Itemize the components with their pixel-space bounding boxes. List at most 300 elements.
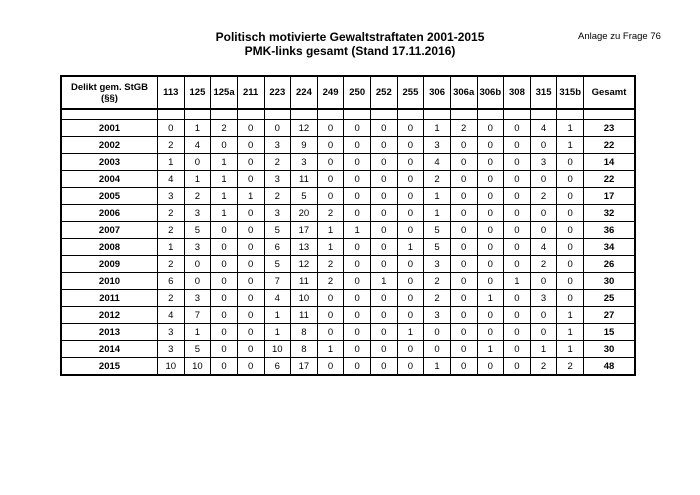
value-cell: 0: [477, 239, 504, 256]
value-cell: 0: [477, 205, 504, 222]
value-cell: 3: [424, 256, 451, 273]
separator-cell: [61, 109, 158, 120]
value-cell: 0: [504, 154, 531, 171]
table-row: [61, 188, 635, 205]
value-cell: 0: [317, 188, 344, 205]
value-cell: 9: [291, 137, 318, 154]
value-cell: 3: [184, 239, 211, 256]
total-cell: 48: [584, 358, 636, 376]
value-cell: 1: [424, 188, 451, 205]
year-cell: 2003: [61, 154, 158, 171]
value-cell: 2: [264, 188, 291, 205]
value-cell: 1: [158, 154, 185, 171]
table-row: [61, 154, 635, 171]
separator-cell: [424, 109, 451, 120]
separator-cell: [158, 109, 185, 120]
value-cell: 0: [557, 154, 584, 171]
year-cell: 2015: [61, 358, 158, 376]
year-cell: 2004: [61, 171, 158, 188]
value-cell: 1: [477, 290, 504, 307]
value-cell: 0: [450, 341, 477, 358]
value-cell: 0: [371, 154, 398, 171]
value-cell: 1: [211, 171, 238, 188]
value-cell: 2: [450, 120, 477, 137]
value-cell: 1: [344, 222, 371, 239]
separator-cell: [317, 109, 344, 120]
total-cell: 27: [584, 307, 636, 324]
value-cell: 0: [211, 273, 238, 290]
value-cell: 0: [557, 273, 584, 290]
value-cell: 2: [158, 205, 185, 222]
value-cell: 10: [158, 358, 185, 376]
column-header: 125: [184, 76, 211, 109]
value-cell: 0: [530, 222, 557, 239]
value-cell: 2: [424, 273, 451, 290]
value-cell: 5: [291, 188, 318, 205]
value-cell: 0: [450, 188, 477, 205]
column-header: 223: [264, 76, 291, 109]
value-cell: 4: [158, 307, 185, 324]
value-cell: 0: [477, 171, 504, 188]
value-cell: 0: [211, 341, 238, 358]
value-cell: 0: [504, 324, 531, 341]
title-line-2: PMK-links gesamt (Stand 17.11.2016): [244, 44, 456, 58]
value-cell: 0: [184, 273, 211, 290]
value-cell: 0: [504, 205, 531, 222]
value-cell: 2: [158, 256, 185, 273]
value-cell: 1: [317, 239, 344, 256]
value-cell: 5: [264, 256, 291, 273]
value-cell: 0: [397, 205, 424, 222]
value-cell: 1: [397, 324, 424, 341]
value-cell: 0: [450, 171, 477, 188]
value-cell: 0: [504, 307, 531, 324]
value-cell: 17: [291, 222, 318, 239]
value-cell: 0: [504, 358, 531, 376]
value-cell: 0: [344, 120, 371, 137]
value-cell: 0: [158, 120, 185, 137]
value-cell: 0: [211, 358, 238, 376]
value-cell: 0: [557, 171, 584, 188]
value-cell: 0: [397, 171, 424, 188]
value-cell: 0: [557, 239, 584, 256]
total-cell: 14: [584, 154, 636, 171]
value-cell: 0: [450, 290, 477, 307]
separator-cell: [557, 109, 584, 120]
value-cell: 0: [317, 307, 344, 324]
value-cell: 0: [371, 120, 398, 137]
value-cell: 0: [450, 239, 477, 256]
value-cell: 0: [237, 171, 264, 188]
value-cell: 0: [211, 307, 238, 324]
value-cell: 1: [317, 341, 344, 358]
value-cell: 6: [264, 239, 291, 256]
value-cell: 10: [291, 290, 318, 307]
separator-cell: [344, 109, 371, 120]
column-header: 252: [371, 76, 398, 109]
value-cell: 17: [291, 358, 318, 376]
value-cell: 1: [264, 324, 291, 341]
value-cell: 0: [450, 256, 477, 273]
value-cell: 0: [504, 341, 531, 358]
value-cell: 2: [158, 222, 185, 239]
column-header: 125a: [211, 76, 238, 109]
value-cell: 0: [237, 273, 264, 290]
value-cell: 0: [344, 341, 371, 358]
separator-row: [61, 109, 635, 120]
separator-cell: [371, 109, 398, 120]
table-row: [61, 273, 635, 290]
value-cell: 0: [344, 239, 371, 256]
year-cell: 2002: [61, 137, 158, 154]
table-row: [61, 290, 635, 307]
value-cell: 0: [450, 324, 477, 341]
value-cell: 2: [530, 188, 557, 205]
value-cell: 7: [184, 307, 211, 324]
table-row: [61, 205, 635, 222]
column-header: 255: [397, 76, 424, 109]
separator-cell: [504, 109, 531, 120]
total-header: Gesamt: [584, 76, 636, 109]
title-line-1: Politisch motivierte Gewaltstraftaten 2001-2015: [215, 30, 485, 44]
value-cell: 0: [237, 324, 264, 341]
value-cell: 5: [424, 239, 451, 256]
value-cell: 0: [557, 256, 584, 273]
value-cell: 6: [264, 358, 291, 376]
total-cell: 22: [584, 171, 636, 188]
value-cell: 5: [184, 341, 211, 358]
value-cell: 0: [237, 307, 264, 324]
value-cell: 0: [344, 154, 371, 171]
value-cell: 1: [504, 273, 531, 290]
value-cell: 2: [317, 205, 344, 222]
total-cell: 25: [584, 290, 636, 307]
value-cell: 4: [424, 154, 451, 171]
value-cell: 1: [211, 188, 238, 205]
value-cell: 3: [424, 137, 451, 154]
value-cell: 2: [211, 120, 238, 137]
value-cell: 2: [317, 273, 344, 290]
value-cell: 0: [530, 205, 557, 222]
value-cell: 4: [530, 239, 557, 256]
value-cell: 0: [371, 290, 398, 307]
value-cell: 3: [184, 205, 211, 222]
value-cell: 0: [371, 358, 398, 376]
value-cell: 0: [344, 307, 371, 324]
value-cell: 0: [344, 188, 371, 205]
separator-cell: [291, 109, 318, 120]
value-cell: 0: [504, 222, 531, 239]
value-cell: 0: [504, 256, 531, 273]
value-cell: 0: [211, 256, 238, 273]
value-cell: 2: [158, 290, 185, 307]
value-cell: 0: [237, 137, 264, 154]
value-cell: 0: [397, 256, 424, 273]
value-cell: 0: [344, 171, 371, 188]
value-cell: 0: [237, 358, 264, 376]
value-cell: 0: [371, 324, 398, 341]
value-cell: 1: [211, 154, 238, 171]
value-cell: 0: [397, 290, 424, 307]
value-cell: 0: [504, 290, 531, 307]
column-header: 315: [530, 76, 557, 109]
value-cell: 0: [450, 154, 477, 171]
value-cell: 0: [371, 239, 398, 256]
value-cell: 2: [530, 256, 557, 273]
value-cell: 6: [158, 273, 185, 290]
value-cell: 0: [184, 154, 211, 171]
value-cell: 0: [371, 256, 398, 273]
column-header: 306: [424, 76, 451, 109]
page-title: [0, 30, 700, 58]
value-cell: 0: [477, 222, 504, 239]
value-cell: 3: [530, 290, 557, 307]
value-cell: 0: [344, 358, 371, 376]
value-cell: 2: [317, 256, 344, 273]
column-header: 306b: [477, 76, 504, 109]
value-cell: 0: [237, 154, 264, 171]
value-cell: 3: [184, 290, 211, 307]
value-cell: 1: [557, 341, 584, 358]
value-cell: 0: [371, 137, 398, 154]
value-cell: 3: [158, 188, 185, 205]
value-cell: 0: [371, 307, 398, 324]
value-cell: 1: [371, 273, 398, 290]
value-cell: 0: [397, 154, 424, 171]
value-cell: 0: [450, 273, 477, 290]
year-cell: 2011: [61, 290, 158, 307]
total-cell: 26: [584, 256, 636, 273]
separator-cell: [264, 109, 291, 120]
value-cell: 0: [317, 358, 344, 376]
value-cell: 0: [424, 324, 451, 341]
value-cell: 0: [317, 154, 344, 171]
separator-cell: [211, 109, 238, 120]
value-cell: 0: [264, 120, 291, 137]
value-cell: 3: [158, 341, 185, 358]
value-cell: 0: [477, 273, 504, 290]
value-cell: 3: [264, 205, 291, 222]
value-cell: 0: [557, 222, 584, 239]
value-cell: 0: [344, 137, 371, 154]
column-header: 306a: [450, 76, 477, 109]
value-cell: 0: [477, 120, 504, 137]
value-cell: 10: [184, 358, 211, 376]
separator-cell: [184, 109, 211, 120]
total-cell: 32: [584, 205, 636, 222]
total-cell: 17: [584, 188, 636, 205]
value-cell: 0: [450, 222, 477, 239]
value-cell: 0: [344, 290, 371, 307]
value-cell: 1: [184, 324, 211, 341]
value-cell: 11: [291, 307, 318, 324]
value-cell: 1: [184, 120, 211, 137]
table-body: [61, 109, 635, 375]
value-cell: 0: [530, 171, 557, 188]
value-cell: 3: [530, 154, 557, 171]
value-cell: 0: [450, 205, 477, 222]
separator-cell: [397, 109, 424, 120]
value-cell: 0: [397, 222, 424, 239]
value-cell: 0: [557, 188, 584, 205]
value-cell: 0: [477, 358, 504, 376]
value-cell: 3: [158, 324, 185, 341]
total-cell: 15: [584, 324, 636, 341]
value-cell: 0: [397, 188, 424, 205]
value-cell: 5: [424, 222, 451, 239]
total-cell: 36: [584, 222, 636, 239]
value-cell: 20: [291, 205, 318, 222]
value-cell: 1: [317, 222, 344, 239]
year-cell: 2012: [61, 307, 158, 324]
value-cell: 2: [424, 171, 451, 188]
value-cell: 0: [211, 324, 238, 341]
value-cell: 0: [504, 239, 531, 256]
year-cell: 2010: [61, 273, 158, 290]
value-cell: 4: [264, 290, 291, 307]
table-row: [61, 307, 635, 324]
value-cell: 0: [344, 205, 371, 222]
value-cell: 1: [424, 205, 451, 222]
value-cell: 0: [371, 171, 398, 188]
value-cell: 0: [237, 120, 264, 137]
value-cell: 0: [237, 222, 264, 239]
value-cell: 1: [211, 205, 238, 222]
column-header: 250: [344, 76, 371, 109]
value-cell: 0: [450, 358, 477, 376]
value-cell: 0: [504, 171, 531, 188]
value-cell: 0: [317, 137, 344, 154]
separator-cell: [237, 109, 264, 120]
value-cell: 11: [291, 273, 318, 290]
total-cell: 22: [584, 137, 636, 154]
value-cell: 2: [184, 188, 211, 205]
separator-cell: [477, 109, 504, 120]
year-cell: 2013: [61, 324, 158, 341]
value-cell: 4: [184, 137, 211, 154]
total-cell: 30: [584, 273, 636, 290]
value-cell: 7: [264, 273, 291, 290]
value-cell: 0: [477, 307, 504, 324]
column-header: 224: [291, 76, 318, 109]
value-cell: 0: [237, 205, 264, 222]
column-header: 211: [237, 76, 264, 109]
value-cell: 0: [317, 324, 344, 341]
year-cell: 2014: [61, 341, 158, 358]
value-cell: 0: [504, 137, 531, 154]
value-cell: 0: [424, 341, 451, 358]
value-cell: 12: [291, 256, 318, 273]
table-row: [61, 341, 635, 358]
value-cell: 3: [424, 307, 451, 324]
table-row: [61, 358, 635, 376]
value-cell: 0: [371, 205, 398, 222]
value-cell: 1: [557, 324, 584, 341]
value-cell: 1: [184, 171, 211, 188]
value-cell: 2: [158, 137, 185, 154]
value-cell: 3: [264, 137, 291, 154]
value-cell: 1: [158, 239, 185, 256]
value-cell: 1: [237, 188, 264, 205]
value-cell: 0: [477, 154, 504, 171]
value-cell: 0: [450, 137, 477, 154]
value-cell: 0: [344, 256, 371, 273]
value-cell: 0: [211, 222, 238, 239]
value-cell: 5: [184, 222, 211, 239]
value-cell: 0: [397, 120, 424, 137]
value-cell: 0: [397, 307, 424, 324]
value-cell: 0: [477, 256, 504, 273]
value-cell: 0: [477, 188, 504, 205]
table-row: [61, 120, 635, 137]
value-cell: 11: [291, 171, 318, 188]
value-cell: 2: [530, 358, 557, 376]
value-cell: 0: [237, 341, 264, 358]
value-cell: 0: [371, 341, 398, 358]
value-cell: 3: [291, 154, 318, 171]
value-cell: 2: [424, 290, 451, 307]
value-cell: 12: [291, 120, 318, 137]
value-cell: 0: [530, 137, 557, 154]
total-cell: 23: [584, 120, 636, 137]
value-cell: 0: [397, 358, 424, 376]
statistics-table: [60, 75, 636, 376]
value-cell: 0: [211, 239, 238, 256]
value-cell: 0: [344, 324, 371, 341]
value-cell: 0: [504, 120, 531, 137]
value-cell: 0: [397, 273, 424, 290]
column-header: 113: [158, 76, 185, 109]
column-header: 315b: [557, 76, 584, 109]
table-header-row: [61, 76, 635, 109]
value-cell: 1: [557, 307, 584, 324]
value-cell: 0: [237, 290, 264, 307]
value-cell: 0: [317, 290, 344, 307]
value-cell: 10: [264, 341, 291, 358]
value-cell: 0: [530, 273, 557, 290]
value-cell: 8: [291, 341, 318, 358]
value-cell: 0: [317, 120, 344, 137]
value-cell: 2: [264, 154, 291, 171]
year-cell: 2008: [61, 239, 158, 256]
annex-label: Anlage zu Frage 76: [578, 31, 661, 42]
value-cell: 0: [477, 324, 504, 341]
value-cell: 0: [397, 137, 424, 154]
value-cell: 5: [264, 222, 291, 239]
table-row: [61, 324, 635, 341]
total-cell: 34: [584, 239, 636, 256]
value-cell: 4: [530, 120, 557, 137]
value-cell: 0: [397, 341, 424, 358]
table-row: [61, 137, 635, 154]
table-row: [61, 239, 635, 256]
year-cell: 2009: [61, 256, 158, 273]
value-cell: 1: [477, 341, 504, 358]
value-cell: 0: [211, 290, 238, 307]
value-cell: 0: [557, 290, 584, 307]
value-cell: 0: [530, 324, 557, 341]
year-cell: 2005: [61, 188, 158, 205]
total-cell: 30: [584, 341, 636, 358]
value-cell: 1: [424, 120, 451, 137]
separator-cell: [584, 109, 636, 120]
value-cell: 0: [371, 188, 398, 205]
value-cell: 0: [371, 222, 398, 239]
delikt-header: Delikt gem. StGB (§§): [61, 76, 158, 109]
value-cell: 13: [291, 239, 318, 256]
value-cell: 0: [184, 256, 211, 273]
separator-cell: [530, 109, 557, 120]
